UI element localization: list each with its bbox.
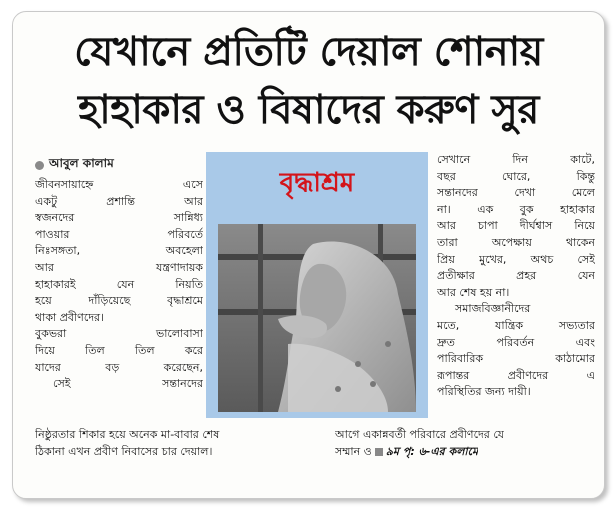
text-line: সেই সন্তানদের — [53, 377, 203, 391]
left-column — [35, 177, 203, 393]
newspaper-clipping — [12, 11, 605, 499]
text-line: সন্তানদের দেখা মেলে — [437, 186, 595, 200]
text-line: দিয়ে তিল তিল করে — [35, 343, 203, 357]
text-line: রূপান্তর প্রবীণদের এ — [437, 368, 595, 382]
text-line: হাহাকারই যেন নিয়তি — [35, 277, 203, 291]
text-line: সমাজবিজ্ঞানীদের — [455, 302, 531, 316]
bottom-text — [35, 427, 595, 460]
headline-line-1: যেখানে প্রতিটি দেয়াল শোনায় — [74, 29, 543, 75]
author-name: আবুল কালাম — [49, 156, 114, 170]
text-line: না। এক বুক হাহাকার — [437, 202, 595, 216]
photo-illustration — [218, 224, 416, 412]
text-line: ঠিকানা এখন প্রবীণ নিবাসের চার দেয়াল। — [35, 444, 213, 458]
text-line: দ্রুত পরিবর্তন এবং — [437, 335, 595, 349]
text-line: পরিস্থিতির জন্য দায়ী। — [437, 385, 531, 399]
text-line: নিষ্ঠুরতার শিকার হয়ে অনেক মা-বাবার শেষ — [35, 428, 220, 441]
text-line: পারিবারিক কাঠামোর — [437, 352, 595, 366]
text-line: একটু প্রশান্তি আর — [35, 194, 203, 208]
continued-on-page: ৯ম পৃ: ৬-এর কলামে — [385, 444, 479, 458]
text-line: আর চাপা দীর্ঘশ্বাস নিয়ে — [437, 219, 595, 233]
text-line: আর যন্ত্রণাদায়ক — [35, 260, 203, 274]
bullet-icon — [35, 161, 44, 170]
text-line: যাদের বড় করেছেন, — [35, 360, 203, 374]
headline-line-2: হাহাকার ও বিষাদের করুণ সুর — [78, 87, 539, 133]
text-line: আর শেষ হয় না। — [437, 285, 510, 299]
text-line: হয়ে দাঁড়িয়েছে বৃদ্ধাশ্রমে — [35, 294, 203, 308]
right-column — [437, 152, 595, 401]
text-line: আগে একান্নবর্তী পরিবারে প্রবীণদের যে — [335, 428, 505, 441]
text-line: মতে, যান্ত্রিক সভ্যতার — [437, 318, 595, 332]
continuation-line — [335, 444, 478, 461]
photo-box — [206, 152, 428, 418]
photo-title: বৃদ্ধাশ্রম — [279, 168, 355, 198]
square-bullet-icon — [375, 448, 383, 456]
text-line: বুকভরা ভালোবাসা — [35, 327, 203, 341]
text-line: বছর ঘোরে, কিন্তু — [437, 169, 595, 183]
text-line: স্বজনদের সান্নিধ্য — [35, 211, 203, 225]
text-line: নিঃসঙ্গতা, অবহেলা — [35, 244, 203, 258]
text-line: জীবনসায়াহ্নে এসে — [35, 178, 203, 191]
text-line: তারা অপেক্ষায় থাকেন — [437, 235, 595, 249]
text-line: প্রিয় মুখের, অথচ সেই — [437, 252, 595, 266]
text-fragment: সম্মান ও — [335, 444, 372, 458]
text-line: থাকা প্রবীণদের। — [35, 310, 105, 324]
elderly-woman-photo — [218, 224, 416, 412]
text-line: পাওয়ার পরিবর্তে — [35, 227, 203, 241]
text-line: সেখানে দিন কাটে, — [437, 153, 595, 166]
text-line: প্রতীক্ষার প্রহর যেন — [437, 269, 595, 283]
byline — [35, 155, 114, 175]
